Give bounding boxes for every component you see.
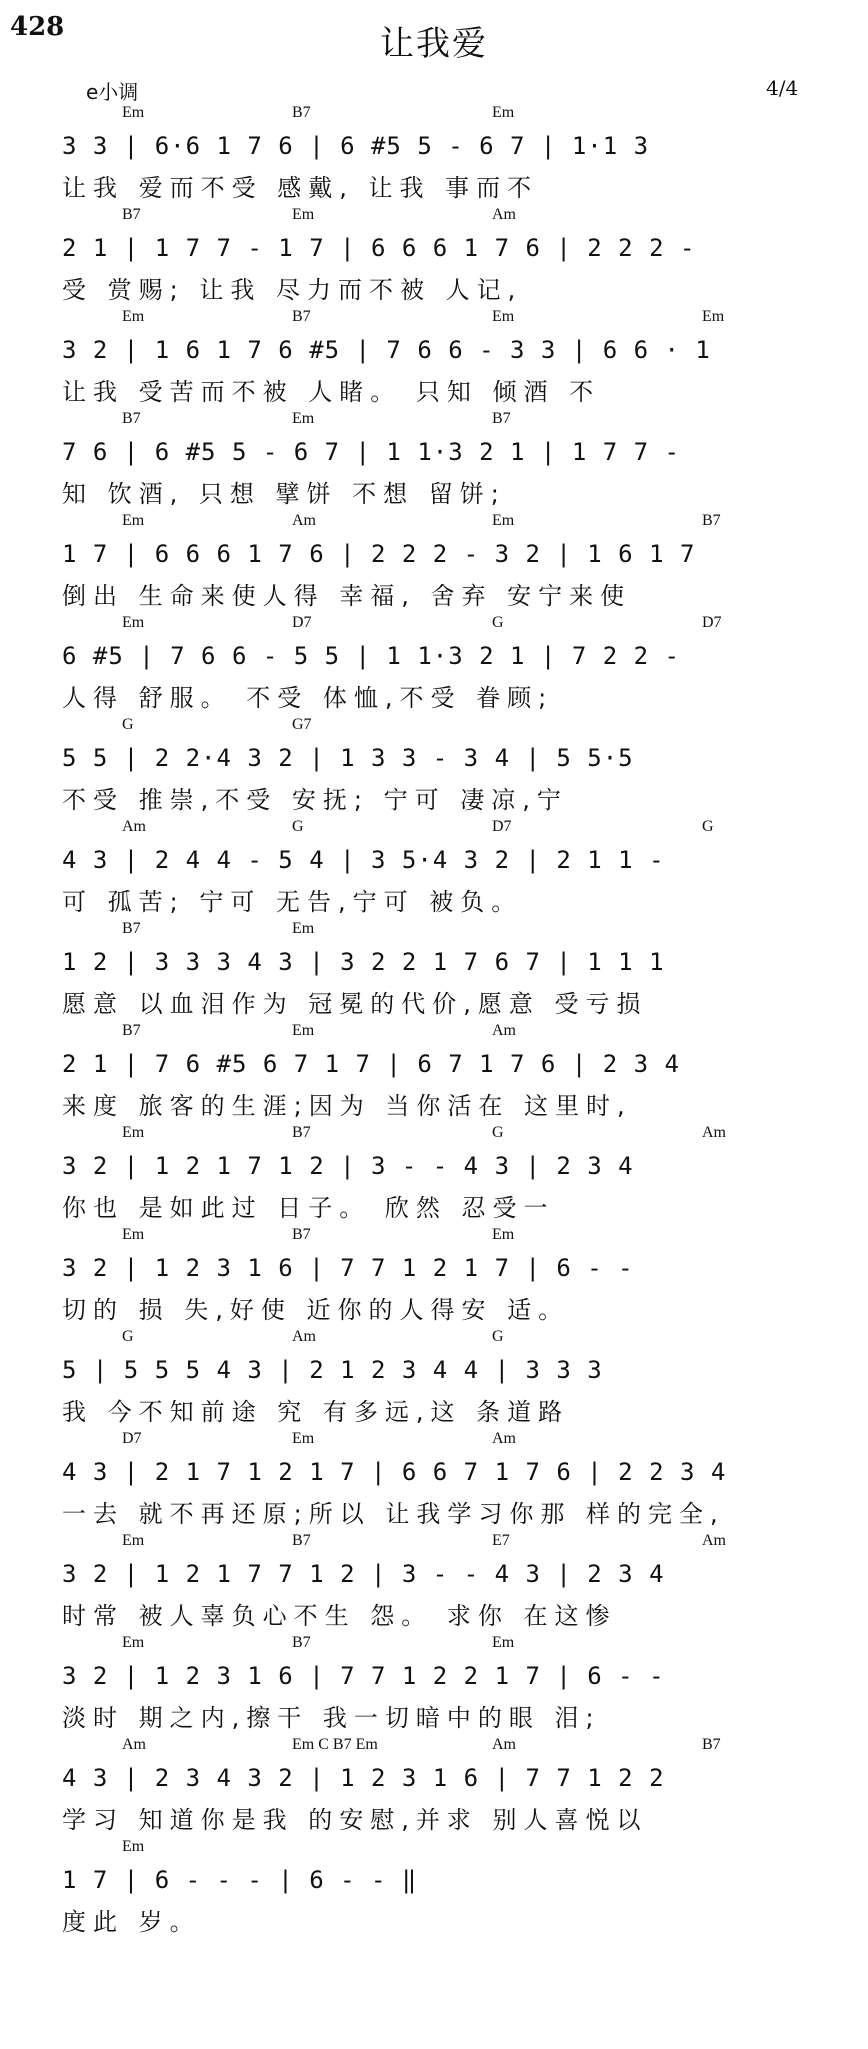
chord-symbol: Em	[122, 1226, 145, 1243]
chord-symbol: Em	[492, 104, 515, 121]
notation-line: 2 1 | 1 7 7 - 1 7 | 6 6 6 1 7 6 | 2 2 2 -	[62, 234, 696, 262]
chord-row	[62, 104, 840, 126]
chord-row	[62, 308, 840, 330]
key-signature: e小调	[86, 80, 139, 104]
chord-symbol: Am	[492, 1736, 516, 1753]
chord-symbol: Am	[292, 512, 316, 529]
chord-symbol: D7	[292, 614, 312, 631]
notation-line: 3 2 | 1 2 1 7 1 2 | 3 - - 4 3 | 2 3 4	[62, 1152, 634, 1180]
score-system	[0, 90, 868, 202]
notation-line: 1 2 | 3 3 3 4 3 | 3 2 2 1 7 6 7 | 1 1 1	[62, 948, 665, 976]
chord-row	[62, 716, 840, 738]
score-system	[0, 1008, 868, 1120]
notation-line: 3 2 | 1 2 3 1 6 | 7 7 1 2 2 1 7 | 6 - -	[62, 1662, 665, 1690]
chord-symbol: Am	[292, 1328, 316, 1345]
chord-row	[62, 410, 840, 432]
chord-row	[62, 206, 840, 228]
chord-symbol: Em	[492, 308, 515, 325]
score-system	[0, 1518, 868, 1630]
lyrics-line: 学习 知道你是我 的安慰,并求 别人喜悦以	[62, 1806, 648, 1834]
score-system	[0, 1314, 868, 1426]
chord-symbol: B7	[122, 410, 141, 427]
chord-symbol: Em	[122, 512, 145, 529]
lyrics-line: 人得 舒服。 不受 体恤,不受 眷顾;	[62, 684, 554, 712]
score-system	[0, 294, 868, 406]
lyrics-line: 一去 就不再还原;所以 让我学习你那 样的完全,	[62, 1500, 725, 1528]
chord-symbol: Am	[122, 818, 146, 835]
chord-symbol: B7	[702, 1736, 721, 1753]
notation-line: 1 7 | 6 6 6 1 7 6 | 2 2 2 - 3 2 | 1 6 1 7	[62, 540, 696, 568]
chord-symbol: Em	[702, 308, 725, 325]
chord-row	[62, 1430, 840, 1452]
chord-symbol: G	[492, 1124, 504, 1141]
chord-symbol: D7	[492, 818, 512, 835]
chord-symbol: Em	[292, 410, 315, 427]
chord-symbol: B7	[292, 1124, 311, 1141]
score-system	[0, 702, 868, 814]
chord-symbol: Am	[492, 206, 516, 223]
chord-symbol: B7	[292, 1532, 311, 1549]
chord-symbol: G	[492, 1328, 504, 1345]
notation-line: 4 3 | 2 1 7 1 2 1 7 | 6 6 7 1 7 6 | 2 2 3 4	[62, 1458, 727, 1486]
time-signature: 4/4	[766, 76, 799, 100]
page-number: 428	[10, 12, 65, 42]
score-system	[0, 1620, 868, 1732]
score-system	[0, 1824, 868, 1936]
chord-symbol: Em	[292, 206, 315, 223]
chord-symbol: B7	[292, 1634, 311, 1651]
score-system	[0, 1722, 868, 1834]
chord-row	[62, 818, 840, 840]
score-system	[0, 1416, 868, 1528]
chord-row	[62, 1634, 840, 1656]
lyrics-line: 受 赏赐; 让我 尽力而不被 人记,	[62, 276, 523, 304]
chord-symbol: Am	[122, 1736, 146, 1753]
lyrics-line: 可 孤苦; 宁可 无告,宁可 被负。	[62, 888, 523, 916]
notation-line: 4 3 | 2 4 4 - 5 4 | 3 5·4 3 2 | 2 1 1 -	[62, 846, 665, 874]
chord-symbol: B7	[292, 104, 311, 121]
chord-symbol: Am	[492, 1022, 516, 1039]
chord-symbol: Em	[122, 614, 145, 631]
notation-line: 1 7 | 6 - - - | 6 - - ‖	[62, 1866, 418, 1894]
score-system	[0, 498, 868, 610]
score-system	[0, 906, 868, 1018]
chord-row	[62, 1736, 840, 1758]
chord-symbol: B7	[292, 1226, 311, 1243]
score-system	[0, 600, 868, 712]
lyrics-line: 度此 岁。	[62, 1908, 201, 1936]
notation-line: 7 6 | 6 #5 5 - 6 7 | 1 1·3 2 1 | 1 7 7 -	[62, 438, 680, 466]
chord-symbol: Em	[122, 1838, 145, 1855]
chord-symbol: Em	[122, 1532, 145, 1549]
chord-row	[62, 920, 840, 942]
chord-symbol: G	[492, 614, 504, 631]
notation-line: 3 2 | 1 6 1 7 6 #5 | 7 6 6 - 3 3 | 6 6 · 1	[62, 336, 711, 364]
chord-symbol: G	[702, 818, 714, 835]
score-system	[0, 192, 868, 304]
notation-line: 6 #5 | 7 6 6 - 5 5 | 1 1·3 2 1 | 7 2 2 -	[62, 642, 680, 670]
lyrics-line: 不受 推崇,不受 安抚; 宁可 凄凉,宁	[62, 786, 568, 814]
chord-symbol: B7	[292, 308, 311, 325]
chord-symbol: G7	[292, 716, 312, 733]
chord-row	[62, 614, 840, 636]
chord-symbol: B7	[122, 920, 141, 937]
chord-row	[62, 1838, 840, 1860]
chord-symbol: Am	[702, 1532, 726, 1549]
notation-line: 3 3 | 6·6 1 7 6 | 6 #5 5 - 6 7 | 1·1 3	[62, 132, 650, 160]
chord-symbol: B7	[122, 1022, 141, 1039]
chord-symbol: Em C B7 Em	[292, 1736, 378, 1753]
chord-symbol: G	[292, 818, 304, 835]
chord-symbol: G	[122, 1328, 134, 1345]
chord-symbol: Em	[122, 308, 145, 325]
notation-line: 3 2 | 1 2 3 1 6 | 7 7 1 2 1 7 | 6 - -	[62, 1254, 634, 1282]
chord-row	[62, 1532, 840, 1554]
chord-symbol: G	[122, 716, 134, 733]
chord-symbol: Em	[122, 1634, 145, 1651]
lyrics-line: 让我 受苦而不被 人睹。 只知 倾酒 不	[62, 378, 601, 406]
chord-row	[62, 1124, 840, 1146]
chord-symbol: Em	[492, 512, 515, 529]
notation-line: 3 2 | 1 2 1 7 7 1 2 | 3 - - 4 3 | 2 3 4	[62, 1560, 665, 1588]
score-system	[0, 1212, 868, 1324]
chord-symbol: Em	[292, 920, 315, 937]
lyrics-line: 愿意 以血泪作为 冠冕的代价,愿意 受亏损	[62, 990, 648, 1018]
lyrics-line: 我 今不知前途 究 有多远,这 条道路	[62, 1398, 570, 1426]
chord-symbol: E7	[492, 1532, 510, 1549]
chord-symbol: D7	[122, 1430, 142, 1447]
song-title: 让我爱	[380, 24, 488, 64]
score-system	[0, 396, 868, 508]
chord-symbol: Em	[122, 104, 145, 121]
lyrics-line: 让我 爱而不受 感戴, 让我 事而不	[62, 174, 539, 202]
chord-symbol: Em	[292, 1430, 315, 1447]
chord-symbol: B7	[122, 206, 141, 223]
chord-symbol: Em	[122, 1124, 145, 1141]
lyrics-line: 你也 是如此过 日子。 欣然 忍受一	[62, 1194, 555, 1222]
chord-row	[62, 1022, 840, 1044]
chord-symbol: Am	[702, 1124, 726, 1141]
lyrics-line: 倒出 生命来使人得 幸福, 舍弃 安宁来使	[62, 582, 632, 610]
score-system	[0, 1110, 868, 1222]
score-system	[0, 804, 868, 916]
chord-row	[62, 1226, 840, 1248]
lyrics-line: 淡时 期之内,擦干 我一切暗中的眼 泪;	[62, 1704, 601, 1732]
chord-symbol: D7	[702, 614, 722, 631]
lyrics-line: 知 饮酒, 只想 擘饼 不想 留饼;	[62, 480, 506, 508]
lyrics-line: 来度 旅客的生涯;因为 当你活在 这里时,	[62, 1092, 632, 1120]
chord-symbol: Em	[492, 1226, 515, 1243]
chord-symbol: Em	[292, 1022, 315, 1039]
lyrics-line: 时常 被人辜负心不生 怨。 求你 在这惨	[62, 1602, 617, 1630]
chord-symbol: Am	[492, 1430, 516, 1447]
notation-line: 5 | 5 5 5 4 3 | 2 1 2 3 4 4 | 3 3 3	[62, 1356, 603, 1384]
lyrics-line: 切的 损 失,好使 近你的人得安 适。	[62, 1296, 570, 1324]
chord-row	[62, 1328, 840, 1350]
chord-symbol: B7	[492, 410, 511, 427]
chord-row	[62, 512, 840, 534]
notation-line: 4 3 | 2 3 4 3 2 | 1 2 3 1 6 | 7 7 1 2 2	[62, 1764, 665, 1792]
chord-symbol: B7	[702, 512, 721, 529]
notation-line: 2 1 | 7 6 #5 6 7 1 7 | 6 7 1 7 6 | 2 3 4	[62, 1050, 680, 1078]
notation-line: 5 5 | 2 2·4 3 2 | 1 3 3 - 3 4 | 5 5·5	[62, 744, 634, 772]
chord-symbol: Em	[492, 1634, 515, 1651]
